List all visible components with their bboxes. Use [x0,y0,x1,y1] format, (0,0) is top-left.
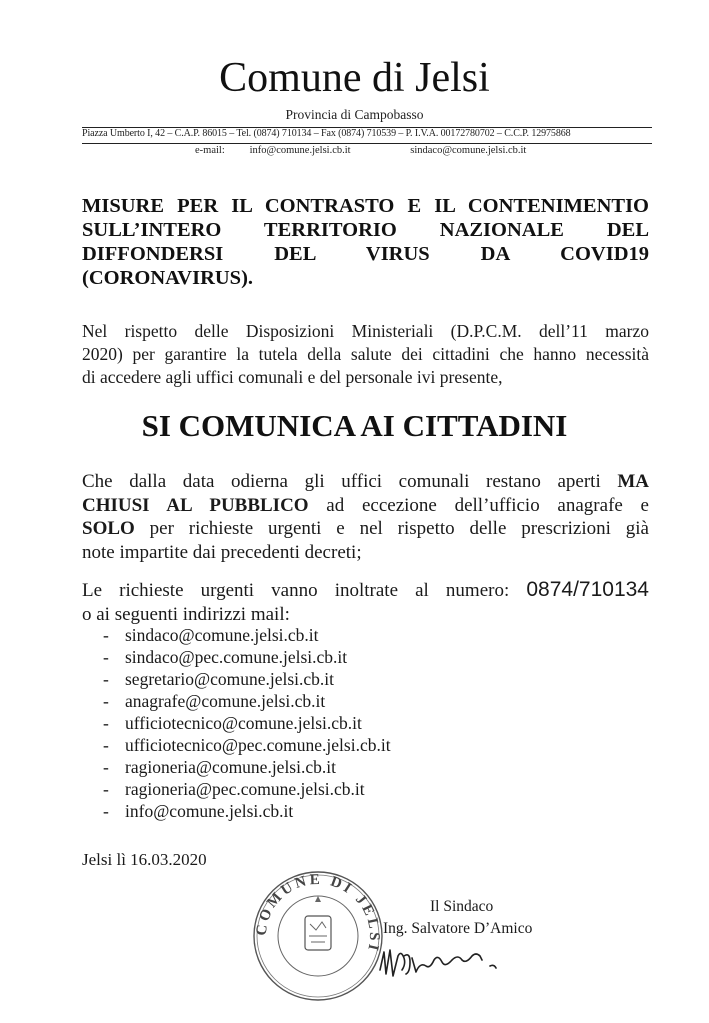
municipality-title: Comune di Jelsi [219,55,490,101]
email-list-item [103,712,391,734]
header-email-info[interactable]: info@comune.jelsi.cb.it [249,145,351,156]
heading-line: DIFFONDERSI DEL VIRUS DA COVID19 [82,243,649,265]
email-list-item [103,778,391,800]
list-dash: - [103,801,109,821]
notice-text: Che dalla data odierna gli uffici comunali restano aperti [82,471,618,492]
handwritten-signature-icon [372,940,522,990]
header-email-sindaco[interactable]: sindaco@comune.jelsi.cb.it [410,145,527,156]
notice-bold-text: MA [617,471,649,492]
intro-line: 2020) per garantire la tutela della salute dei cittadini che hanno necessità [82,344,649,364]
list-dash: - [103,735,109,755]
email-label: e-mail: [195,145,225,156]
heading-line: (CORONAVIRUS). [82,267,254,289]
email-list [103,624,391,822]
intro-line: Nel rispetto delle Disposizioni Ministeriali (D.P.C.M. dell’11 marzo [82,321,649,341]
intro-paragraph [82,320,649,389]
list-dash: - [103,647,109,667]
notice-text: ad eccezione dell’ufficio anagrafe e [308,494,649,516]
notice-line [82,517,649,541]
announcement-heading: SI COMUNICA AI CITTADINI [141,408,568,443]
list-dash: - [103,779,109,799]
notice-text: per richieste urgenti e nel rispetto delle prescrizioni già [134,518,649,539]
signatory-name: Ing. Salvatore D’Amico [383,920,533,937]
urgent-requests [82,578,649,627]
email-address-link[interactable]: ufficiotecnico@pec.comune.jelsi.cb.it [125,735,391,755]
header-bottom-rule [82,143,652,144]
heading-line: SULL’INTERO TERRITORIO NAZIONALE DEL [82,219,649,241]
intro-line: di accedere agli uffici comunali e del personale ivi presente, [82,367,503,387]
notice-line: note impartite dai precedenti decreti; [82,541,362,563]
notice-line [82,470,649,494]
email-list-item [103,646,391,668]
urgent-line: o ai seguenti indirizzi mail: [82,604,290,625]
notice-paragraph [82,470,649,564]
notice-bold-text: SOLO [82,518,135,539]
email-address-link[interactable]: ragioneria@comune.jelsi.cb.it [125,757,336,777]
seal-ring-text: COMUNE DI JELSI [253,871,383,955]
email-address-link[interactable]: info@comune.jelsi.cb.it [125,801,294,821]
address-line: Piazza Umberto I, 42 – C.A.P. 86015 – Tel. (0874) 710134 – Fax (0874) 710539 – P. I.V.A. 00172780702 – C.C.P. 12975868 [82,128,571,139]
email-list-item [103,756,391,778]
email-address-link[interactable]: ufficiotecnico@comune.jelsi.cb.it [125,713,362,733]
email-address-link[interactable]: segretario@comune.jelsi.cb.it [125,669,335,689]
urgent-line [82,578,649,603]
header-emails [195,145,526,156]
urgent-text: Le richieste urgenti vanno inoltrate al numero: [82,580,527,601]
email-address-link[interactable]: sindaco@pec.comune.jelsi.cb.it [125,647,348,667]
signatory-title: Il Sindaco [430,898,494,915]
email-address-link[interactable]: anagrafe@comune.jelsi.cb.it [125,691,326,711]
email-address-link[interactable]: ragioneria@pec.comune.jelsi.cb.it [125,779,365,799]
email-list-item [103,668,391,690]
list-dash: - [103,625,109,645]
email-list-item [103,800,391,822]
province-label: Provincia di Campobasso [285,107,424,122]
email-list-item [103,690,391,712]
email-list-item [103,734,391,756]
notice-bold-text: CHIUSI AL PUBBLICO [82,494,309,516]
email-address-link[interactable]: sindaco@comune.jelsi.cb.it [125,625,319,645]
email-list-item [103,624,391,646]
document-heading [82,194,649,290]
list-dash: - [103,757,109,777]
list-dash: - [103,669,109,689]
notice-line [82,494,649,518]
phone-number[interactable]: 0874/710134 [526,578,649,601]
municipal-seal-icon [248,866,388,1006]
list-dash: - [103,691,109,711]
document-date: Jelsi lì 16.03.2020 [82,850,207,869]
heading-line: MISURE PER IL CONTRASTO E IL CONTENIMENTIO [82,195,649,217]
list-dash: - [103,713,109,733]
